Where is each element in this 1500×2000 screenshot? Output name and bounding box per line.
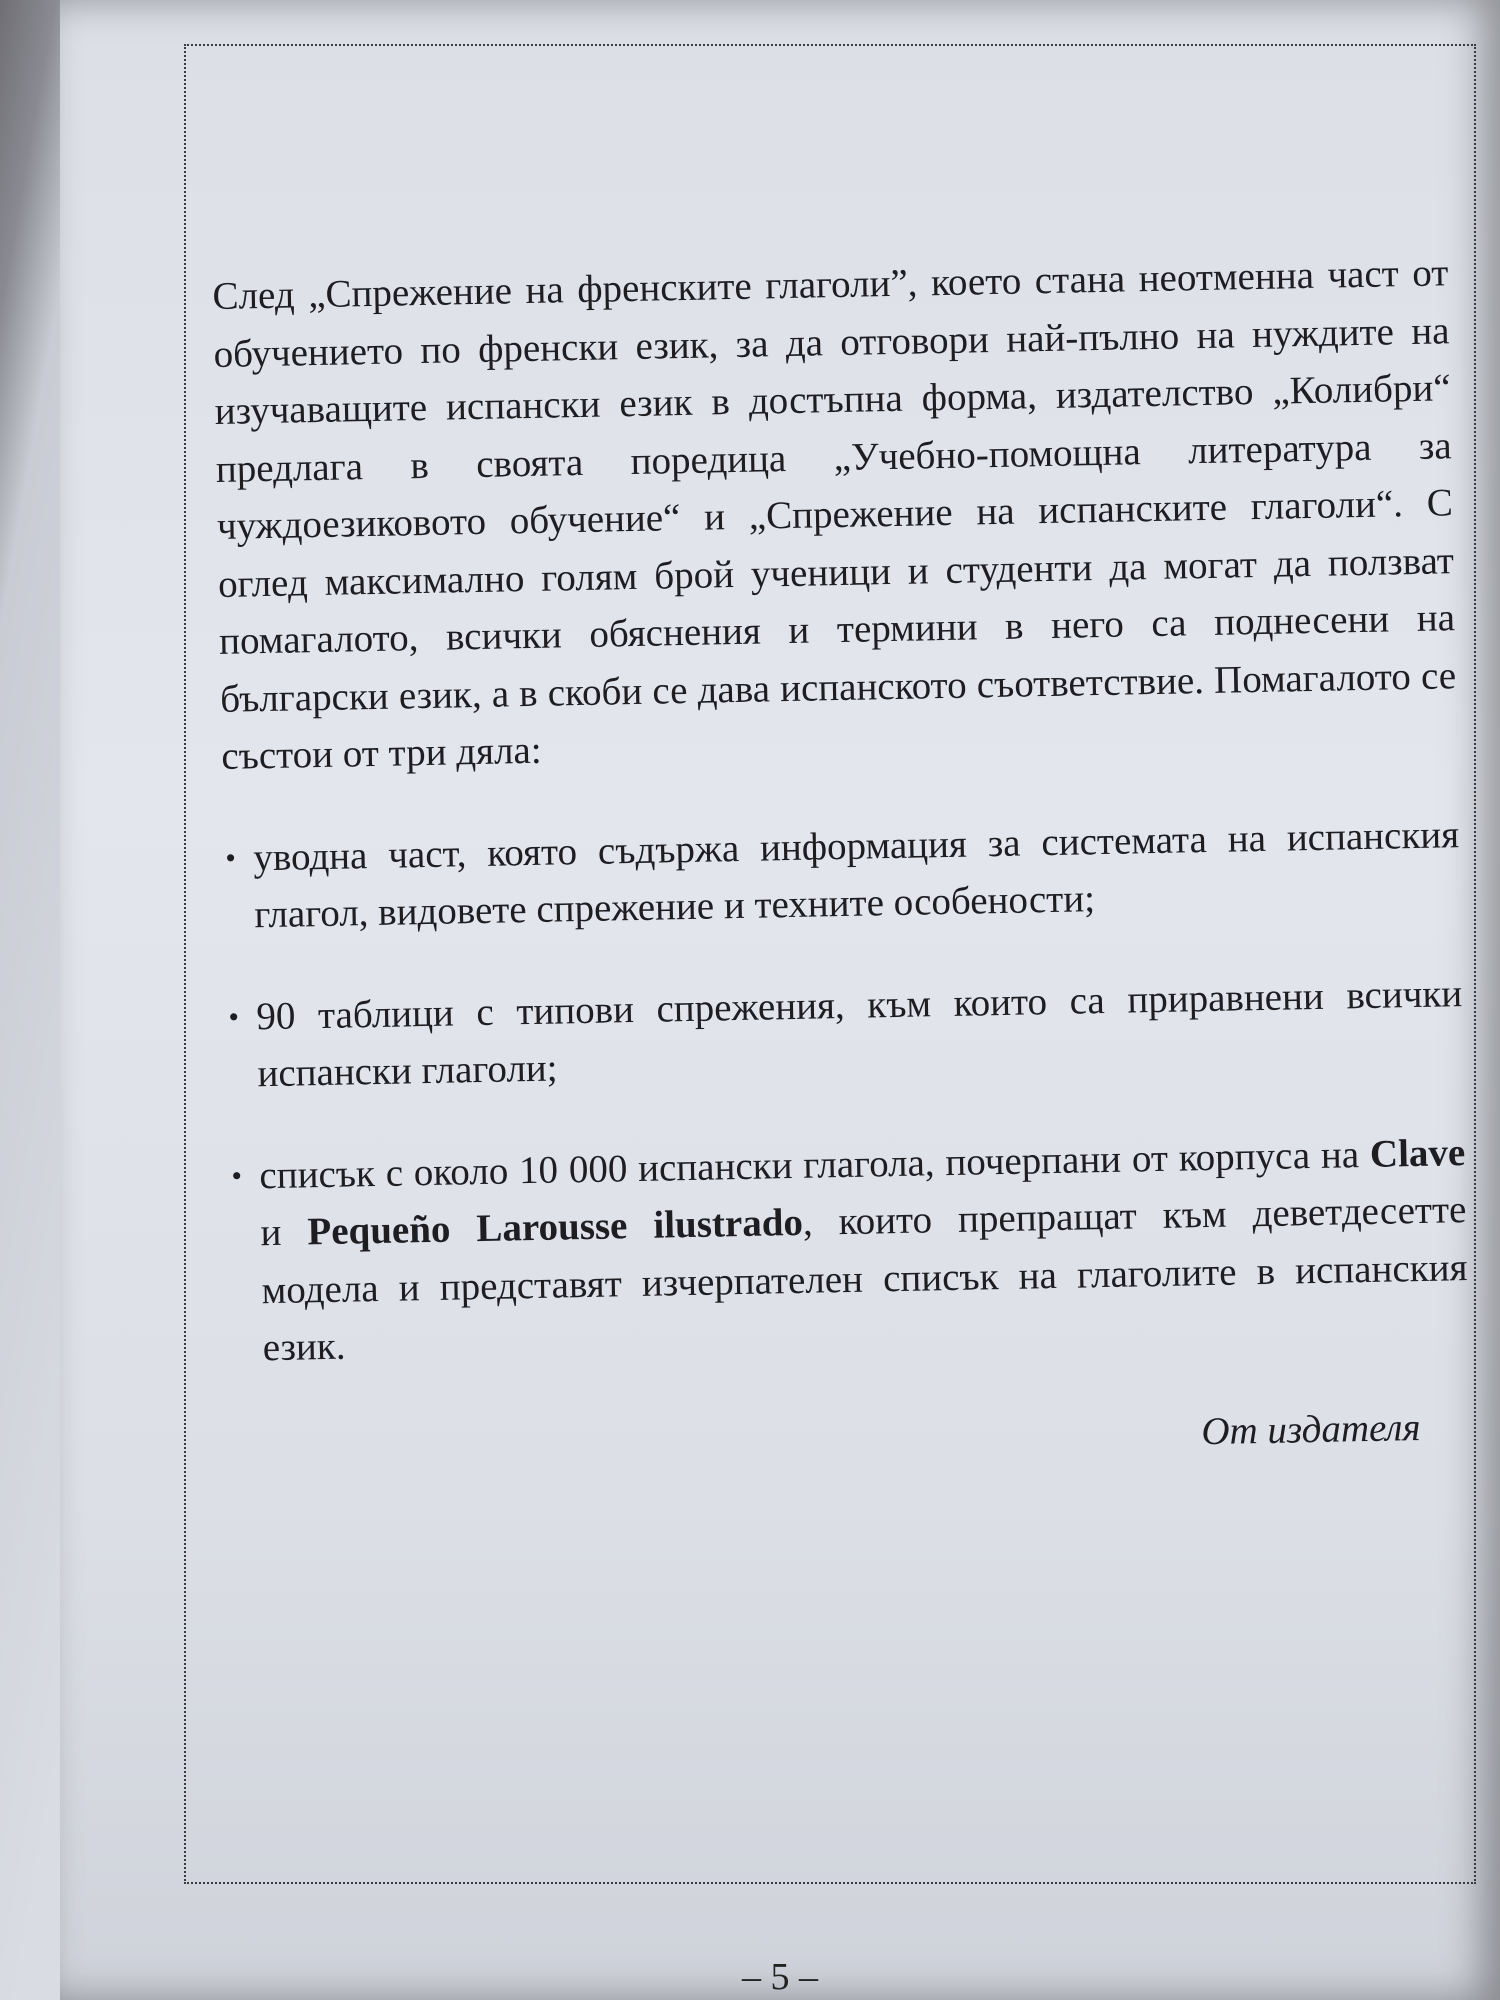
bullet-icon: •	[225, 841, 237, 875]
contents-list	[223, 806, 1469, 1378]
list-item	[229, 1124, 1469, 1378]
corpus-name-larousse: Pequeño Larousse ilustrado	[307, 1200, 804, 1254]
list-item-text-part: списък с около 10 000 испански глагола, почерпани от корпуса на	[259, 1132, 1371, 1197]
list-item-text-part: , които препращат към деветдесетте модела и представят изчерпателен списък на глаголите в испанския език.	[261, 1188, 1468, 1370]
list-item-text: уводна част, която съдържа информация за системата на испанския глагол, видовете спрежение и техните особености;	[252, 812, 1460, 937]
intro-paragraph: След „Спрежение на френските глаголи”, което стана неотменна част от обучението по френски език, за да отговори най-пълно на нуждите на изучаващите испански език в достъпна форма, издателство „Колибри“ предлага в своята поредица „Учебно-помощна литература за чуждоезиковото обучение“ и „Спрежение на испанските глаголи“. С оглед максимално голям брой ученици и студенти да могат да ползват помагалото, всички обяснения и термини в него са поднесени на български език, а в скоби се дава испанското съответствие. Помагалото се състои от три дяла:	[212, 251, 1457, 778]
list-item-text: 90 таблици с типови спрежения, към които са приравнени всички испански глаголи;	[255, 971, 1463, 1096]
list-item	[226, 965, 1464, 1104]
list-item-text-part: и	[260, 1210, 308, 1255]
page-number: – 5 –	[742, 1956, 818, 1998]
page-content	[212, 244, 1471, 1479]
bullet-icon: •	[228, 1000, 240, 1034]
signature: От издателя	[1200, 1405, 1421, 1453]
book-page	[60, 0, 1500, 2000]
bullet-icon: •	[231, 1159, 243, 1193]
list-item	[223, 806, 1461, 945]
corpus-name-clave: Clave	[1369, 1130, 1466, 1176]
